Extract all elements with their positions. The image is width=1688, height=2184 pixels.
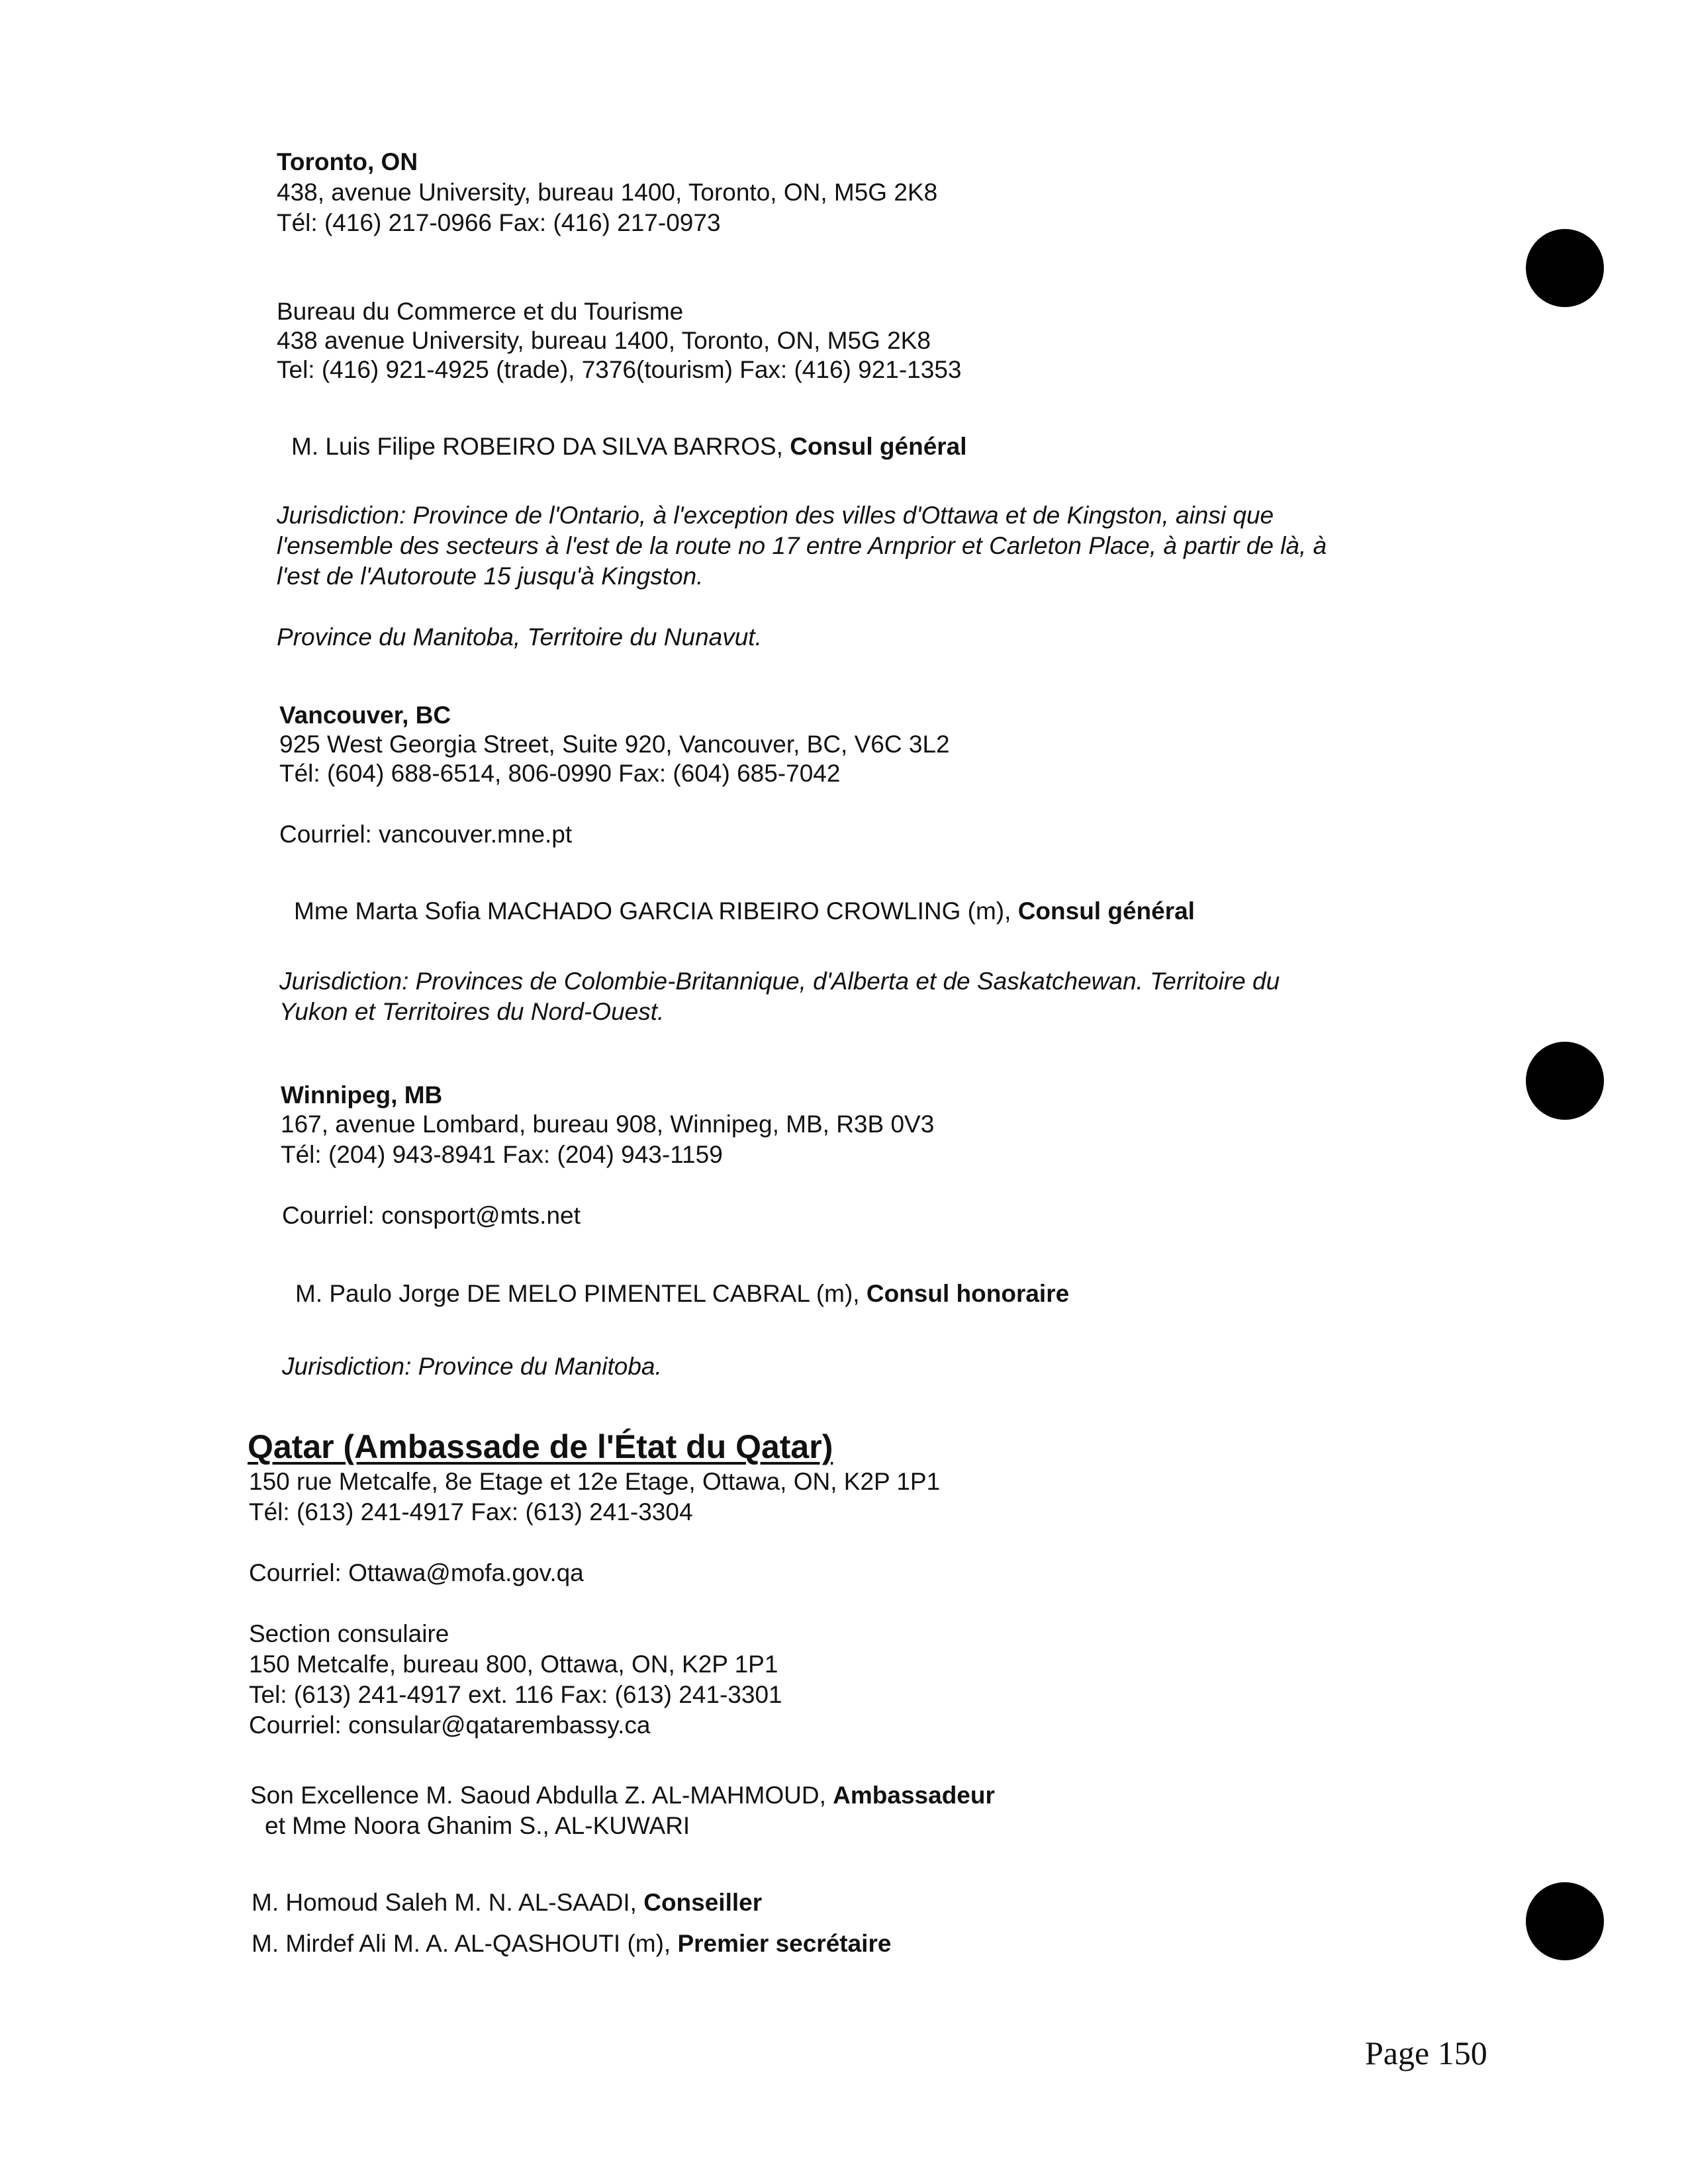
ambassador-title: Ambassadeur [833,1782,995,1809]
toronto-jurisdiction-line: l'est de l'Autoroute 15 jusqu'à Kingston. [277,563,704,590]
toronto-address: 438, avenue University, bureau 1400, Toronto, ON, M5G 2K8 [277,179,938,206]
punch-hole [1526,1882,1604,1960]
staff-name: M. Mirdef Ali M. A. AL-QASHOUTI (m), [252,1930,678,1957]
qatar-consular-email: Courriel: consular@qatarembassy.ca [249,1711,651,1739]
vancouver-address: 925 West Georgia Street, Suite 920, Vancouver, BC, V6C 3L2 [279,731,950,758]
qatar-staff-member [252,1888,762,1918]
official-title: Consul général [790,433,967,460]
vancouver-email: Courriel: vancouver.mne.pt [279,821,573,848]
winnipeg-email: Courriel: consport@mts.net [282,1202,581,1229]
qatar-consular-address: 150 Metcalfe, bureau 800, Ottawa, ON, K2P 1P1 [249,1651,778,1678]
toronto-jurisdiction-extra: Province du Manitoba, Territoire du Nunavut. [277,623,762,651]
vancouver-official [294,896,1195,927]
official-name: M. Paulo Jorge DE MELO PIMENTEL CABRAL (m), [295,1280,867,1307]
official-title: Consul honoraire [866,1280,1070,1307]
page-number: Page 150 [1365,2034,1487,2071]
punch-hole [1526,1042,1604,1120]
winnipeg-city-heading: Winnipeg, MB [281,1081,443,1109]
vancouver-jurisdiction-line: Jurisdiction: Provinces de Colombie-Britannique, d'Alberta et de Saskatchewan. Territoire du [279,968,1280,995]
winnipeg-address: 167, avenue Lombard, bureau 908, Winnipeg, MB, R3B 0V3 [281,1111,935,1138]
vancouver-jurisdiction-line: Yukon et Territoires du Nord-Ouest. [279,998,665,1025]
official-name: Mme Marta Sofia MACHADO GARCIA RIBEIRO CROWLING (m), [294,897,1018,925]
staff-title: Conseiller [643,1889,763,1916]
toronto-jurisdiction-line: l'ensemble des secteurs à l'est de la route no 17 entre Arnprior et Carleton Place, à partir de là, à [277,532,1327,559]
vancouver-phone: Tél: (604) 688-6514, 806-0990 Fax: (604) 685-7042 [279,760,841,787]
qatar-address: 150 rue Metcalfe, 8e Etage et 12e Etage, Ottawa, ON, K2P 1P1 [249,1468,941,1495]
toronto-jurisdiction-line: Jurisdiction: Province de l'Ontario, à l'exception des villes d'Ottawa et de Kingston, ainsi que [277,502,1274,529]
official-name: M. Luis Filipe ROBEIRO DA SILVA BARROS, [291,433,790,460]
winnipeg-official [295,1279,1069,1309]
qatar-consular-phone: Tel: (613) 241-4917 ext. 116 Fax: (613) 241-3301 [249,1681,782,1708]
winnipeg-phone: Tél: (204) 943-8941 Fax: (204) 943-1159 [281,1141,723,1168]
official-title: Consul général [1017,897,1195,925]
qatar-ambassador [250,1780,995,1811]
toronto-phone: Tél: (416) 217-0966 Fax: (416) 217-0973 [277,209,721,236]
ambassador-name: Son Excellence M. Saoud Abdulla Z. AL-MAHMOUD, [250,1782,833,1809]
qatar-ambassador-spouse: et Mme Noora Ghanim S., AL-KUWARI [265,1812,690,1839]
toronto-official [291,432,967,462]
punch-hole [1526,229,1604,307]
qatar-phone: Tél: (613) 241-4917 Fax: (613) 241-3304 [249,1498,693,1525]
toronto-trade-office-phone: Tel: (416) 921-4925 (trade), 7376(tourism) Fax: (416) 921-1353 [277,356,962,383]
qatar-email: Courriel: Ottawa@mofa.gov.qa [249,1559,584,1586]
toronto-trade-office-name: Bureau du Commerce et du Tourisme [277,298,684,325]
toronto-trade-office-address: 438 avenue University, bureau 1400, Toronto, ON, M5G 2K8 [277,327,931,354]
vancouver-city-heading: Vancouver, BC [279,702,451,729]
winnipeg-jurisdiction: Jurisdiction: Province du Manitoba. [282,1353,662,1380]
qatar-consular-name: Section consulaire [249,1620,449,1647]
toronto-city-heading: Toronto, ON [277,148,418,175]
qatar-staff-member [252,1929,891,1959]
staff-title: Premier secrétaire [677,1930,892,1957]
qatar-heading: Qatar (Ambassade de l'État du Qatar) [248,1428,833,1465]
staff-name: M. Homoud Saleh M. N. AL-SAADI, [252,1889,644,1916]
